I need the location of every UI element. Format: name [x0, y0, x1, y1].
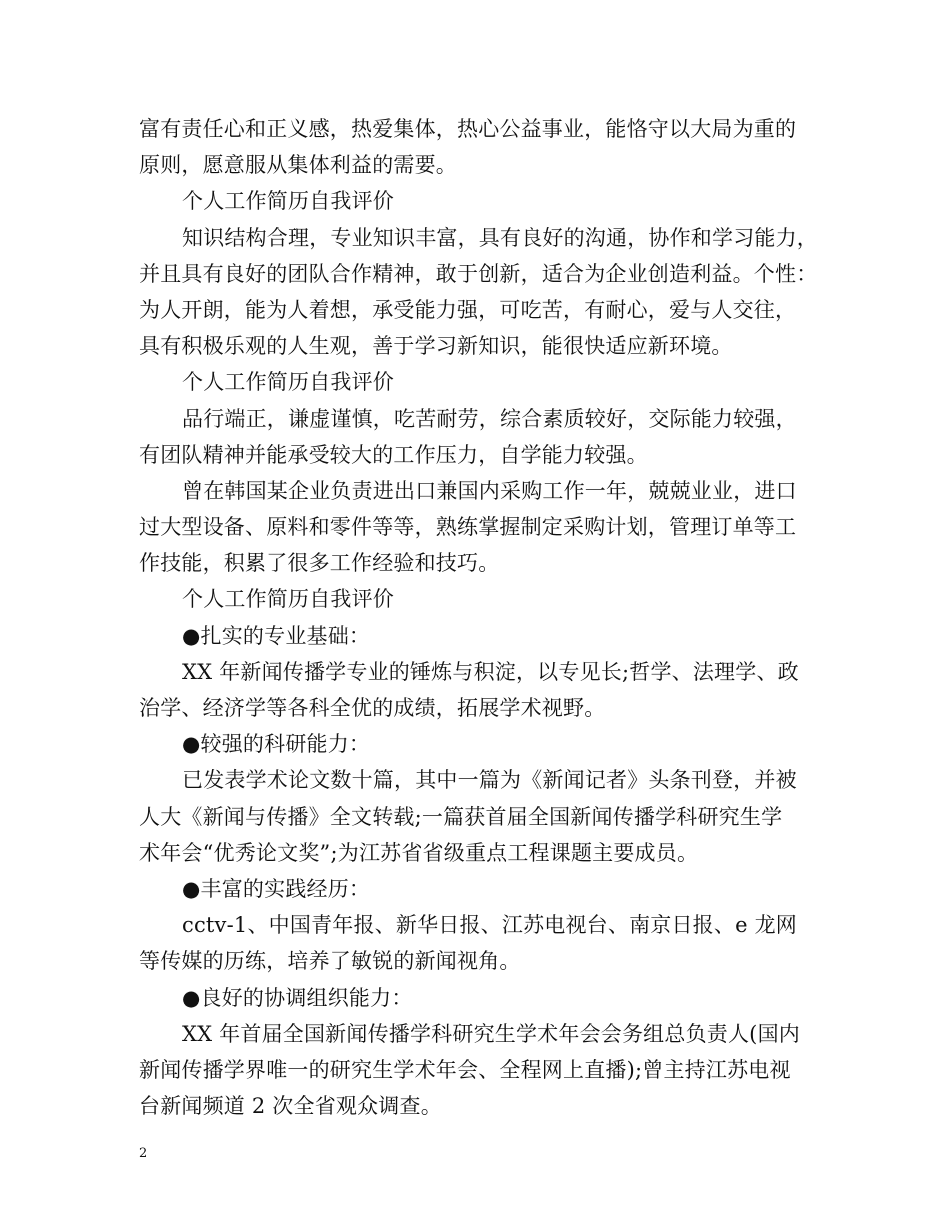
- bullet-heading: ●较强的科研能力：: [182, 732, 371, 757]
- section-heading: 个人工作简历自我评价: [182, 189, 394, 214]
- text-line: XX 年首届全国新闻传播学科研究生学术年会会务组总负责人(国内: [182, 1021, 800, 1046]
- text-line: 术年会“优秀论文奖”;为江苏省省级重点工程课题主要成员。: [139, 840, 699, 865]
- text-line: 过大型设备、原料和零件等等，熟练掌握制定采购计划，管理订单等工: [139, 515, 797, 540]
- text-line: 等传媒的历练，培养了敏锐的新闻视角。: [139, 949, 521, 974]
- bullet-heading: ●丰富的实践经历：: [182, 876, 371, 901]
- text-line: 有团队精神并能承受较大的工作压力，自学能力较强。: [139, 442, 648, 467]
- text-line: 治学、经济学等各科全优的成绩，拓展学术视野。: [139, 696, 606, 720]
- section-heading: 个人工作简历自我评价: [182, 370, 394, 395]
- text-line: cctv-1、中国青年报、新华日报、江苏电视台、南京日报、e 龙网: [182, 913, 797, 938]
- text-line: 曾在韩国某企业负责进出口兼国内采购工作一年，兢兢业业，进口: [182, 478, 797, 503]
- text-line: 品行端正，谦虚谨慎，吃苦耐劳，综合素质较好，交际能力较强，: [182, 406, 797, 431]
- text-line: XX 年新闻传播学专业的锤炼与积淀，以专见长;哲学、法理学、政: [182, 659, 799, 684]
- text-line: 原则，愿意服从集体利益的需要。: [139, 153, 457, 178]
- text-line: 人大《新闻与传播》全文转载;一篇获首届全国新闻传播学科研究生学: [139, 804, 783, 829]
- document-body: [139, 111, 819, 1124]
- text-line: 新闻传播学界唯一的研究生学术年会、全程网上直播);曾主持江苏电视: [139, 1057, 791, 1082]
- text-line: 知识结构合理，专业知识丰富，具有良好的沟通，协作和学习能力，: [182, 225, 818, 250]
- text-line: 作技能，积累了很多工作经验和技巧。: [139, 551, 500, 576]
- text-line: 台新闻频道 2 次全省观众调查。: [139, 1094, 442, 1119]
- text-line: 具有积极乐观的人生观，善于学习新知识，能很快适应新环境。: [139, 334, 733, 359]
- text-line: 已发表学术论文数十篇，其中一篇为《新闻记者》头条刊登，并被: [182, 768, 797, 793]
- page-number: 2: [139, 1146, 148, 1161]
- section-heading: 个人工作简历自我评价: [182, 587, 394, 612]
- bullet-heading: ●良好的协调组织能力：: [182, 985, 413, 1010]
- bullet-heading: ●扎实的专业基础：: [182, 623, 371, 648]
- text-line: 为人开朗，能为人着想，承受能力强，可吃苦，有耐心，爱与人交往，: [139, 297, 797, 322]
- text-line: 富有责任心和正义感，热爱集体，热心公益事业，能恪守以大局为重的: [139, 117, 797, 141]
- text-line: 并且具有良好的团队合作精神，敢于创新，适合为企业创造利益。个性：: [139, 261, 818, 286]
